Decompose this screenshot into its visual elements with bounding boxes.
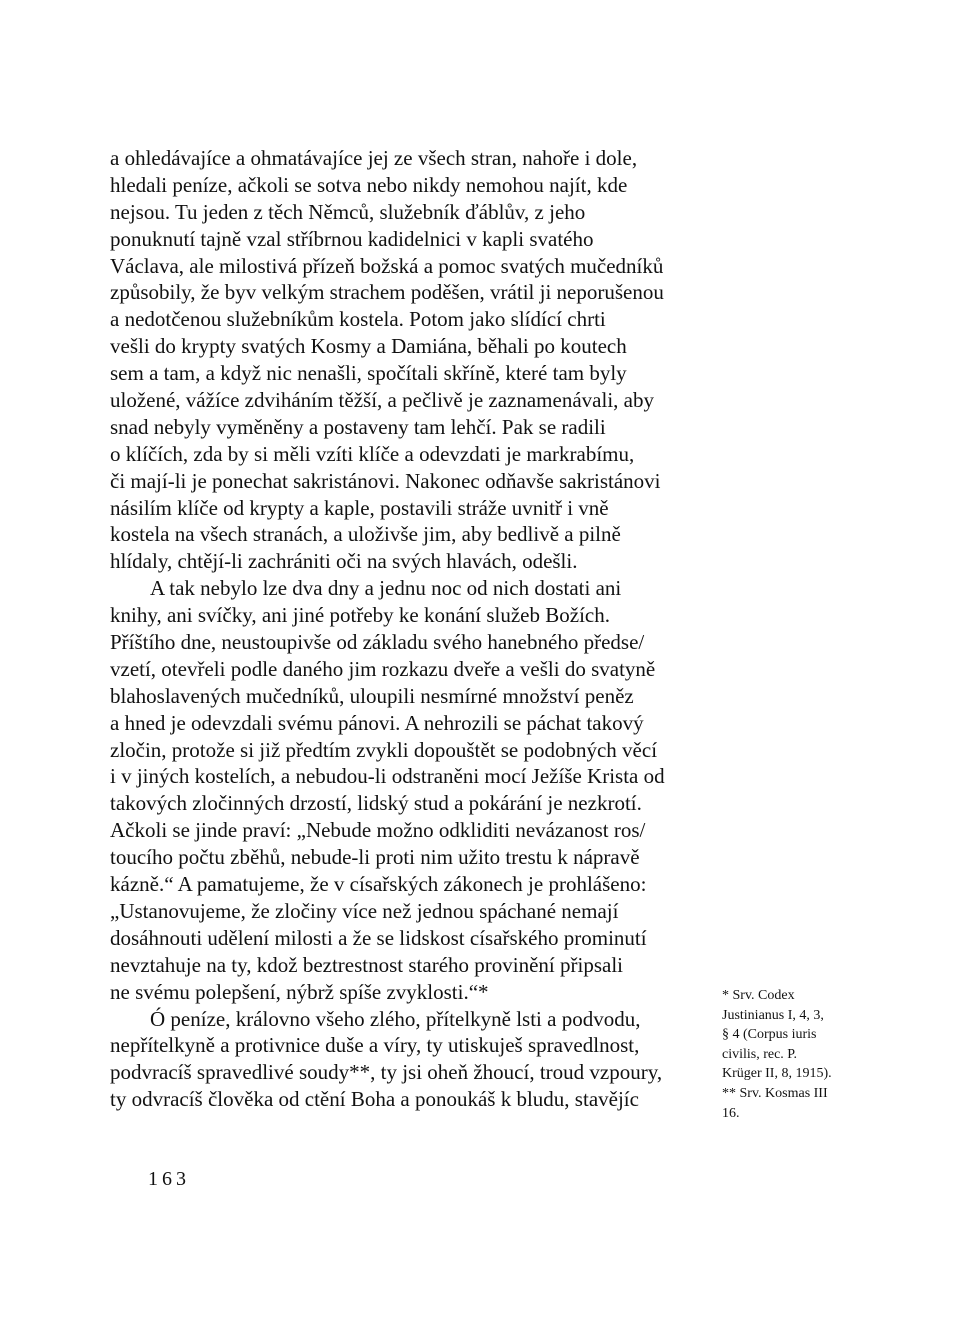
body-text-line: Ačkoli se jinde praví: „Nebude možno odkliditi nevázanost ros/ — [110, 818, 646, 843]
body-text-line: hledali peníze, ačkoli se sotva nebo nikdy nemohou najít, kde — [110, 172, 628, 197]
body-text-line: ponuknutí tajně vzal stříbrnou kadidelnici v kapli svatého — [110, 226, 594, 251]
body-text-line: hlídaly, chtějí-li zachrániti oči na svých hlavách, odešli. — [110, 549, 578, 574]
body-text-line: ty odvracíš člověka od ctění Boha a ponoukáš k bludu, stavějíc — [110, 1087, 639, 1112]
body-text-line: nevztahuje na ty, kdož beztrestnost starého provinění připsali — [110, 952, 623, 977]
body-text-line: či mají-li je ponechat sakristánovi. Nakonec odňavše sakristánovi — [110, 468, 661, 493]
body-text-line: o klíčích, zda by si měli vzíti klíče a odevzdati je markrabímu, — [110, 441, 635, 466]
body-text-line: uložené, vážíce zdviháním těžší, a pečlivě je zaznamenávali, aby — [110, 388, 654, 413]
body-text-line: nepřítelkyně a protivnice duše a víry, ty utiskuješ spravedlnost, — [110, 1033, 640, 1058]
body-text-line: kázně.“ A pamatujeme, že v císařských zákonech je prohlášeno: — [110, 872, 647, 897]
body-text-line: i v jiných kostelích, a nebudou-li odstraněni mocí Ježíše Krista od — [110, 764, 665, 789]
body-text-line: dosáhnouti udělení milosti a že se lidskost císařského prominutí — [110, 925, 647, 950]
body-text-line: Václava, ale milostivá přízeň božská a pomoc svatých mučedníků — [110, 253, 664, 278]
body-text — [110, 145, 710, 1113]
body-text-line: nejsou. Tu jeden z těch Němců, služebník ďáblův, z jeho — [110, 199, 586, 224]
footnote-line: Justinianus I, 4, 3, — [722, 1007, 824, 1023]
body-text-line: ne svému polepšení, nýbrž spíše zvyklosti.“* — [110, 979, 489, 1004]
body-text-line: vzetí, otevřeli podle daného jim rozkazu dveře a vešli do svatyně — [110, 656, 656, 681]
body-text-line: blahoslavených mučedníků, uloupili nesmírné množství peněz — [110, 683, 634, 708]
body-text-line: A tak nebylo lze dva dny a jednu noc od nich dostati ani — [150, 576, 622, 601]
body-text-line: a hned je odevzdali svému pánovi. A nehrozili se páchat takový — [110, 710, 644, 735]
body-text-line: Příštího dne, neustoupivše od základu svého hanebného předse/ — [110, 630, 645, 655]
body-text-line: takových zločinných drzostí, lidský stud a pokárání je nezkrotí. — [110, 791, 642, 816]
body-text-line: vešli do krypty svatých Kosmy a Damiána, běhali po koutech — [110, 334, 627, 359]
footnote-line: civilis, rec. P. — [722, 1046, 798, 1062]
body-text-line: způsobily, že byv velkým strachem poděšen, vrátil ji neporušenou — [110, 280, 664, 305]
body-text-line: „Ustanovujeme, že zločiny více než jednou spáchané nemají — [110, 898, 619, 923]
body-text-line: a ohledávajíce a ohmatávajíce jej ze všech stran, nahoře i dole, — [110, 146, 638, 170]
body-text-line: zločin, protože si již předtím zvykli dopouštět se podobných věcí — [110, 737, 658, 762]
body-text-line: Ó peníze, královno všeho zlého, přítelkyně lsti a podvodu, — [150, 1006, 641, 1031]
body-text-line: podvracíš spravedlivé soudy**, ty jsi oheň žhoucí, troud vzpoury, — [110, 1060, 663, 1085]
body-text-line: snad nebyly vyměněny a postaveny tam lehčí. Pak se radili — [110, 414, 606, 439]
marginal-footnote — [722, 986, 862, 1123]
body-text-line: knihy, ani svíčky, ani jiné potřeby ke konání služeb Božích. — [110, 603, 610, 628]
footnote-line: 16. — [722, 1105, 740, 1121]
footnote-line: ** Srv. Kosmas III — [722, 1085, 828, 1101]
page-number: 163 — [148, 1168, 190, 1190]
footnote-line: § 4 (Corpus iuris — [722, 1027, 817, 1043]
footnote-line: Krüger II, 8, 1915). — [722, 1066, 832, 1082]
body-text-line: sem a tam, a když nic nenašli, spočítali skříně, které tam byly — [110, 361, 627, 386]
footnote-line: * Srv. Codex — [722, 988, 795, 1003]
body-text-line: kostela na všech stranách, a uloživše jim, aby bedlivě a pilně — [110, 522, 621, 547]
body-text-line: toucího počtu zběhů, nebude-li proti nim užito trestu k nápravě — [110, 845, 640, 870]
body-text-line: násilím klíče od krypty a kaple, postavili stráže uvnitř i vně — [110, 495, 609, 520]
body-text-line: a nedotčenou služebníkům kostela. Potom jako slídící chrti — [110, 307, 606, 332]
